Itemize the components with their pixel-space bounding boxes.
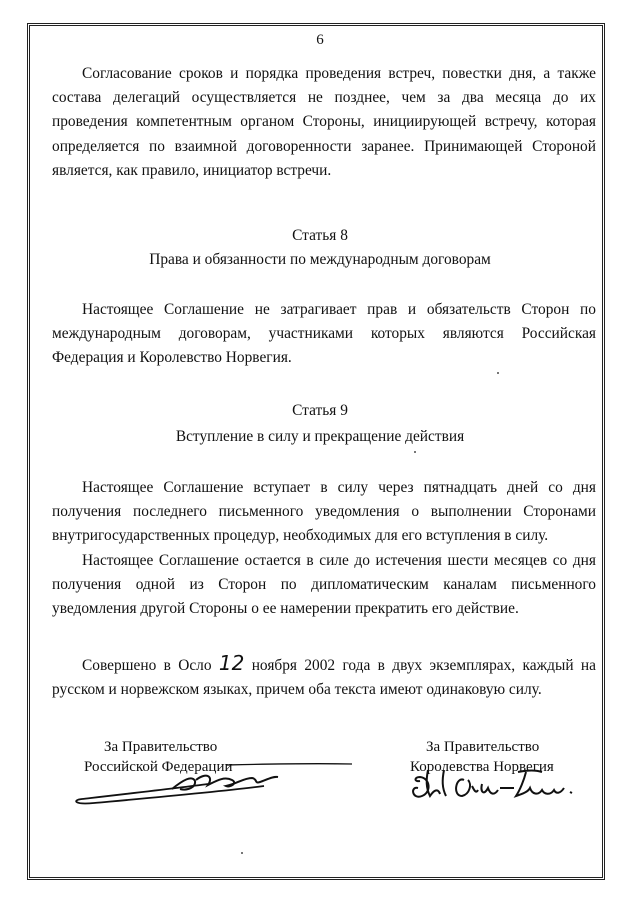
russian-signature <box>68 758 358 810</box>
scan-speck <box>497 372 499 374</box>
article-8-title: Права и обязанности по международным договорам <box>149 251 491 268</box>
handwritten-day: 12 <box>218 651 245 675</box>
closing-paragraph <box>52 651 596 702</box>
intro-paragraph <box>52 62 596 183</box>
scan-speck <box>414 451 416 453</box>
article-8-paragraph: Настоящее Соглашение не затрагивает прав и обязательств Сторон по международным договорам, участниками которых являются Российская Федерация и Королевство Норвегия. <box>52 301 596 367</box>
signatory-norway-line-1: За Правительство <box>426 739 540 755</box>
norwegian-signature <box>404 766 584 808</box>
scan-speck <box>241 852 243 854</box>
signatory-norway-line-2: Королевства Норвегия <box>410 759 554 775</box>
article-8-number: Статья 8 <box>292 227 348 244</box>
article-9-body <box>52 476 596 621</box>
closing-text-start: Совершено в Осло <box>82 657 212 674</box>
article-9-number: Статья 9 <box>292 402 348 419</box>
page-number: 6 <box>316 32 324 48</box>
closing-text-end: ноября 2002 года в двух экземплярах, каждый на русском и норвежском языках, причем оба текста имеют одинаковую силу. <box>52 657 596 699</box>
article-8-body <box>52 298 596 371</box>
signatory-russia-line-2: Российской Федерации <box>84 759 233 775</box>
article-9-paragraph-termination: Настоящее Соглашение остается в силе до истечения шести месяцев со дня получения одной из Сторон по дипломатическим каналам письменного уведомления другой Стороны о ее намерении прекратить его действие. <box>52 551 596 618</box>
signatory-russia-line-1: За Правительство <box>104 739 218 755</box>
article-9-paragraph-entry-into-force: Настоящее Соглашение вступает в силу через пятнадцать дней со дня получения последнего письменного уведомления о выполнении Сторонами внутригосударственных процедур, необходимых для его вступления в силу. <box>52 479 596 545</box>
article-9-title: Вступление в силу и прекращение действия <box>175 428 465 445</box>
paragraph-meetings-schedule: Согласование сроков и порядка проведения встреч, повестки дня, а также состава делегаций осуществляется не позднее, чем за два месяца до их проведения компетентным органом Стороны, инициирующей встречу, которая определяется по взаимной договоренности заранее. Принимающей Стороной является, как правило, инициатор встречи. <box>52 65 596 179</box>
